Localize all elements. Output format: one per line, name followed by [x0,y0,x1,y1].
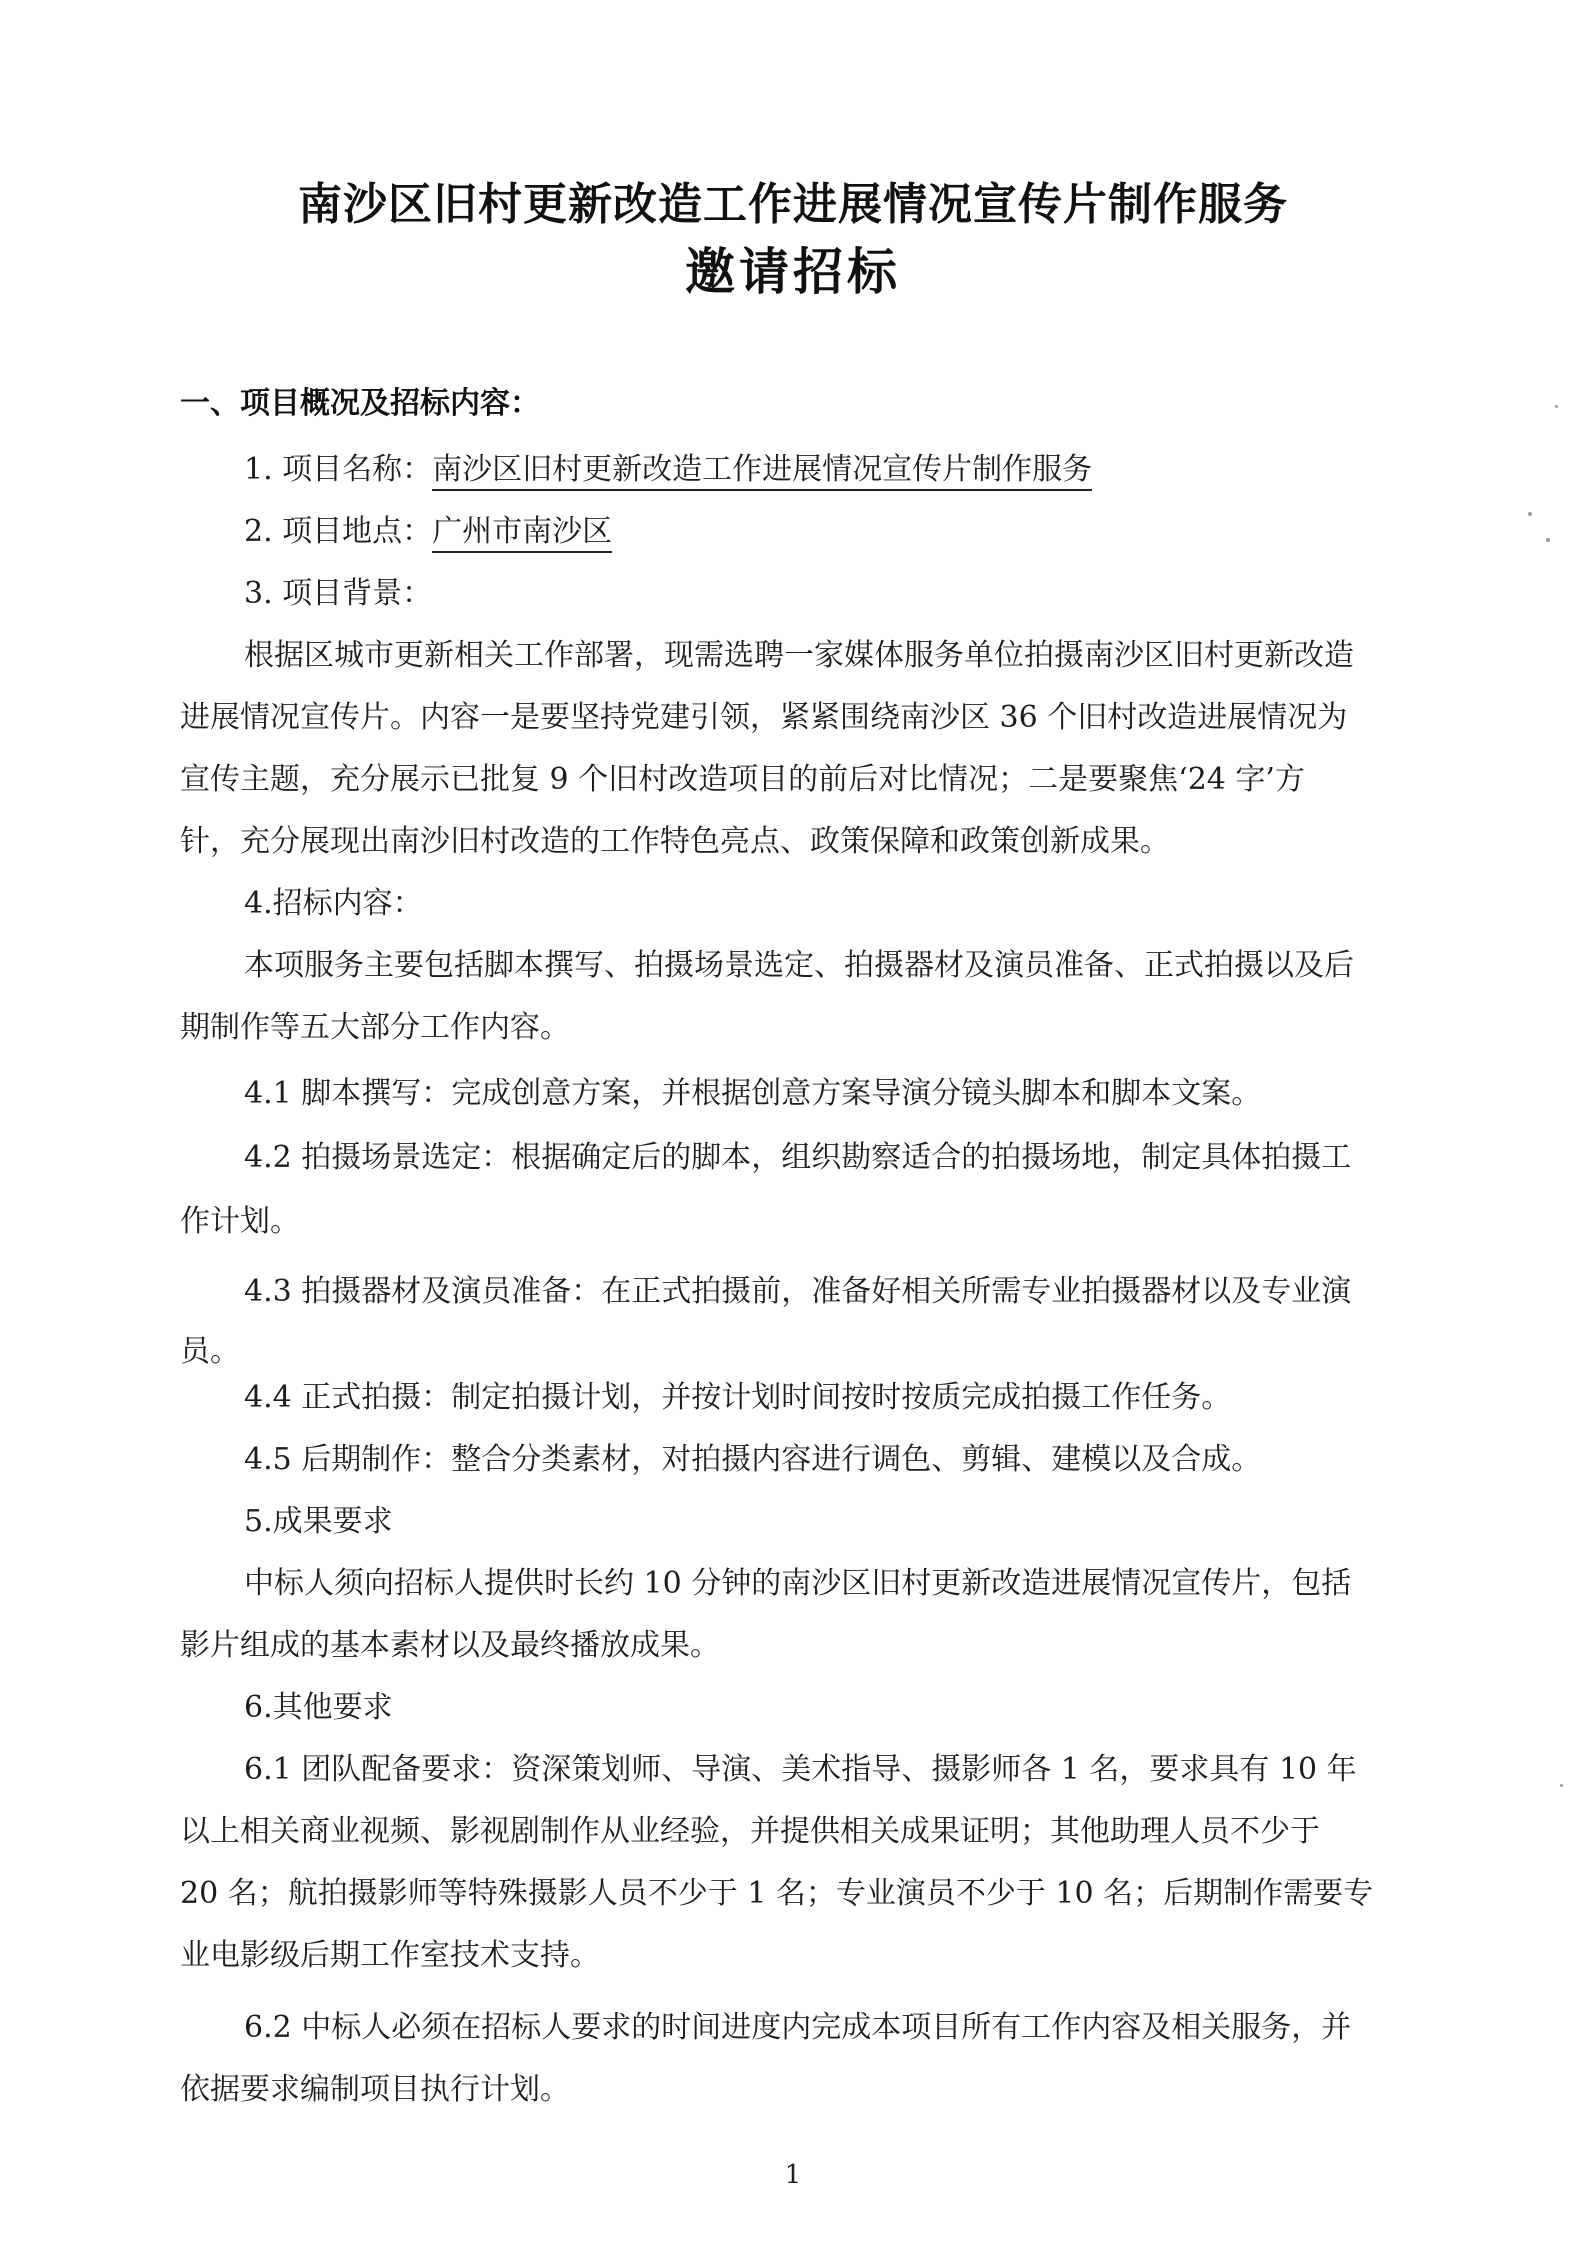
subitem-4-2: 4.2 拍摄场景选定：根据确定后的脚本，组织勘察适合的拍摄场地，制定具体拍摄工 [244,1140,1352,1175]
subitem-4-3: 4.3 拍摄器材及演员准备：在正式拍摄前，准备好相关所需专业拍摄器材以及专业演 [244,1274,1352,1309]
document-title: 南沙区旧村更新改造工作进展情况宣传片制作服务 [298,179,1288,230]
paragraph-line: 期制作等五大部分工作内容。 [180,1010,570,1045]
paragraph-line: 员。 [180,1334,240,1369]
paragraph-line: 根据区城市更新相关工作部署，现需选聘一家媒体服务单位拍摄南沙区旧村更新改造 [244,638,1354,673]
item-label: 1. 项目名称： [244,452,433,487]
scan-speck [1546,538,1550,542]
scan-speck [1555,405,1558,408]
subitem-4-1: 4.1 脚本撰写：完成创意方案，并根据创意方案导演分镜头脚本和脚本文案。 [244,1076,1262,1111]
project-location-value: 广州市南沙区 [432,514,612,553]
scan-speck [1528,512,1532,516]
item-other-requirements-label: 6.其他要求 [244,1690,393,1725]
subitem-6-2: 6.2 中标人必须在招标人要求的时间进度内完成本项目所有工作内容及相关服务，并 [244,2010,1352,2045]
paragraph-line: 以上相关商业视频、影视剧制作从业经验，并提供相关成果证明；其他助理人员不少于 [180,1814,1320,1849]
item-project-name [244,452,1092,488]
item-result-label: 5.成果要求 [244,1504,393,1539]
paragraph-line: 业电影级后期工作室技术支持。 [180,1938,600,1973]
scan-speck [1560,1784,1563,1787]
paragraph-line: 中标人须向招标人提供时长约 10 分钟的南沙区旧村更新改造进展情况宣传片，包括 [244,1566,1352,1601]
subitem-4-5: 4.5 后期制作：整合分类素材，对拍摄内容进行调色、剪辑、建模以及合成。 [244,1442,1262,1477]
item-bid-content-label: 4.招标内容： [244,886,423,921]
item-label: 2. 项目地点： [244,514,433,549]
subitem-4-4: 4.4 正式拍摄：制定拍摄计划，并按计划时间按时按质完成拍摄工作任务。 [244,1380,1232,1415]
paragraph-line: 针，充分展现出南沙旧村改造的工作特色亮点、政策保障和政策创新成果。 [180,824,1170,859]
paragraph-line: 宣传主题，充分展示已批复 9 个旧村改造项目的前后对比情况；二是要聚焦‘24 字’方 [180,762,1305,797]
page-number: 1 [784,2160,802,2190]
document-subtitle: 邀请招标 [685,243,901,301]
paragraph-line: 作计划。 [180,1204,300,1239]
item-background-label: 3. 项目背景： [244,576,433,611]
paragraph-line: 进展情况宣传片。内容一是要坚持党建引领，紧紧围绕南沙区 36 个旧村改造进展情况为 [180,700,1348,735]
paragraph-line: 影片组成的基本素材以及最终播放成果。 [180,1628,720,1663]
paragraph-line: 本项服务主要包括脚本撰写、拍摄场景选定、拍摄器材及演员准备、正式拍摄以及后 [244,948,1354,983]
item-project-location [244,514,612,550]
section-heading: 一、项目概况及招标内容： [180,386,540,421]
project-name-value: 南沙区旧村更新改造工作进展情况宣传片制作服务 [432,452,1092,491]
subitem-6-1: 6.1 团队配备要求：资深策划师、导演、美术指导、摄影师各 1 名，要求具有 10 年 [244,1752,1357,1787]
paragraph-line: 20 名；航拍摄影师等特殊摄影人员不少于 1 名；专业演员不少于 10 名；后期制作需要专 [180,1876,1374,1911]
paragraph-line: 依据要求编制项目执行计划。 [180,2072,570,2107]
